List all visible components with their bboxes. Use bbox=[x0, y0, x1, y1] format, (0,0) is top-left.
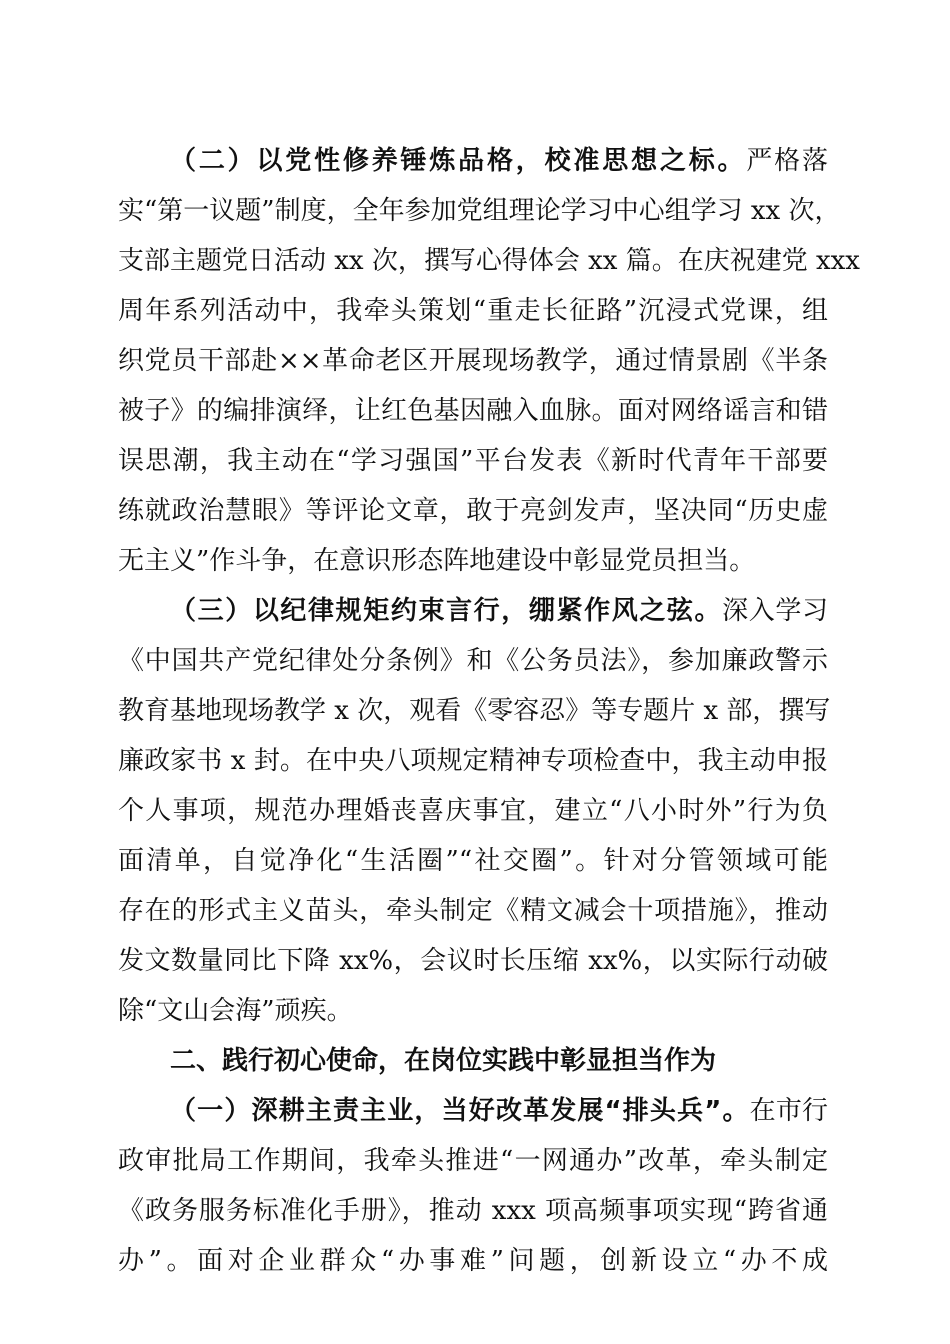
paragraph-line: 练就政治慧眼》等评论文章，敢于亮剑发声，坚决同“历史虚 bbox=[118, 496, 828, 526]
subheading: （一）深耕主责主业，当好改革发展“排头兵”。 bbox=[170, 1096, 750, 1126]
paragraph-line: 误思潮，我主动在“学习强国”平台发表《新时代青年干部要 bbox=[118, 446, 828, 476]
paragraph-line: 发文数量同比下降 xx%，会议时长压缩 xx%，以实际行动破 bbox=[118, 946, 828, 976]
paragraph-line: （二）以党性修养锤炼品格，校准思想之标。严格落 bbox=[170, 146, 828, 176]
paragraph-line: 周年系列活动中，我牵头策划“重走长征路”沉浸式党课，组 bbox=[118, 296, 828, 326]
paragraph-line: 存在的形式主义苗头，牵头制定《精文减会十项措施》，推动 bbox=[118, 896, 828, 926]
subheading: （三）以纪律规矩约束言行，绷紧作风之弦。 bbox=[170, 596, 723, 626]
paragraph-line: 《政务服务标准化手册》，推动 xxx 项高频事项实现“跨省通 bbox=[118, 1196, 828, 1226]
paragraph-line: （三）以纪律规矩约束言行，绷紧作风之弦。深入学习 bbox=[170, 596, 828, 626]
paragraph-line: 被子》的编排演绎，让红色基因融入血脉。面对网络谣言和错 bbox=[118, 396, 828, 426]
paragraph-line: 实“第一议题”制度，全年参加党组理论学习中心组学习 xx 次， bbox=[118, 196, 841, 226]
paragraph-line: 除“文山会海”顽疾。 bbox=[118, 996, 353, 1026]
paragraph-line: 办”。面对企业群众“办事难”问题，创新设立“办不成 bbox=[118, 1246, 828, 1276]
paragraph-line: 支部主题党日活动 xx 次，撰写心得体会 xx 篇。在庆祝建党 xxx bbox=[118, 246, 860, 276]
paragraph-line: 廉政家书 x 封。在中央八项规定精神专项检查中，我主动申报 bbox=[118, 746, 828, 776]
section-heading: 二、践行初心使命，在岗位实践中彰显担当作为 bbox=[170, 1046, 717, 1076]
paragraph-line: 面清单，自觉净化“生活圈”“社交圈”。针对分管领域可能 bbox=[118, 846, 828, 876]
paragraph-line: 教育基地现场教学 x 次，观看《零容忍》等专题片 x 部，撰写 bbox=[118, 696, 831, 726]
paragraph-line: 个人事项，规范办理婚丧喜庆事宜，建立“八小时外”行为负 bbox=[118, 796, 828, 826]
paragraph-line: 政审批局工作期间，我牵头推进“一网通办”改革，牵头制定 bbox=[118, 1146, 828, 1176]
paragraph-line: （一）深耕主责主业，当好改革发展“排头兵”。在市行 bbox=[170, 1096, 828, 1126]
paragraph-line: 无主义”作斗争，在意识形态阵地建设中彰显党员担当。 bbox=[118, 546, 756, 576]
paragraph-line: 《中国共产党纪律处分条例》和《公务员法》，参加廉政警示 bbox=[118, 646, 828, 676]
subheading: （二）以党性修养锤炼品格，校准思想之标。 bbox=[170, 146, 747, 176]
paragraph-line: 织党员干部赴××革命老区开展现场教学，通过情景剧《半条 bbox=[118, 346, 828, 376]
